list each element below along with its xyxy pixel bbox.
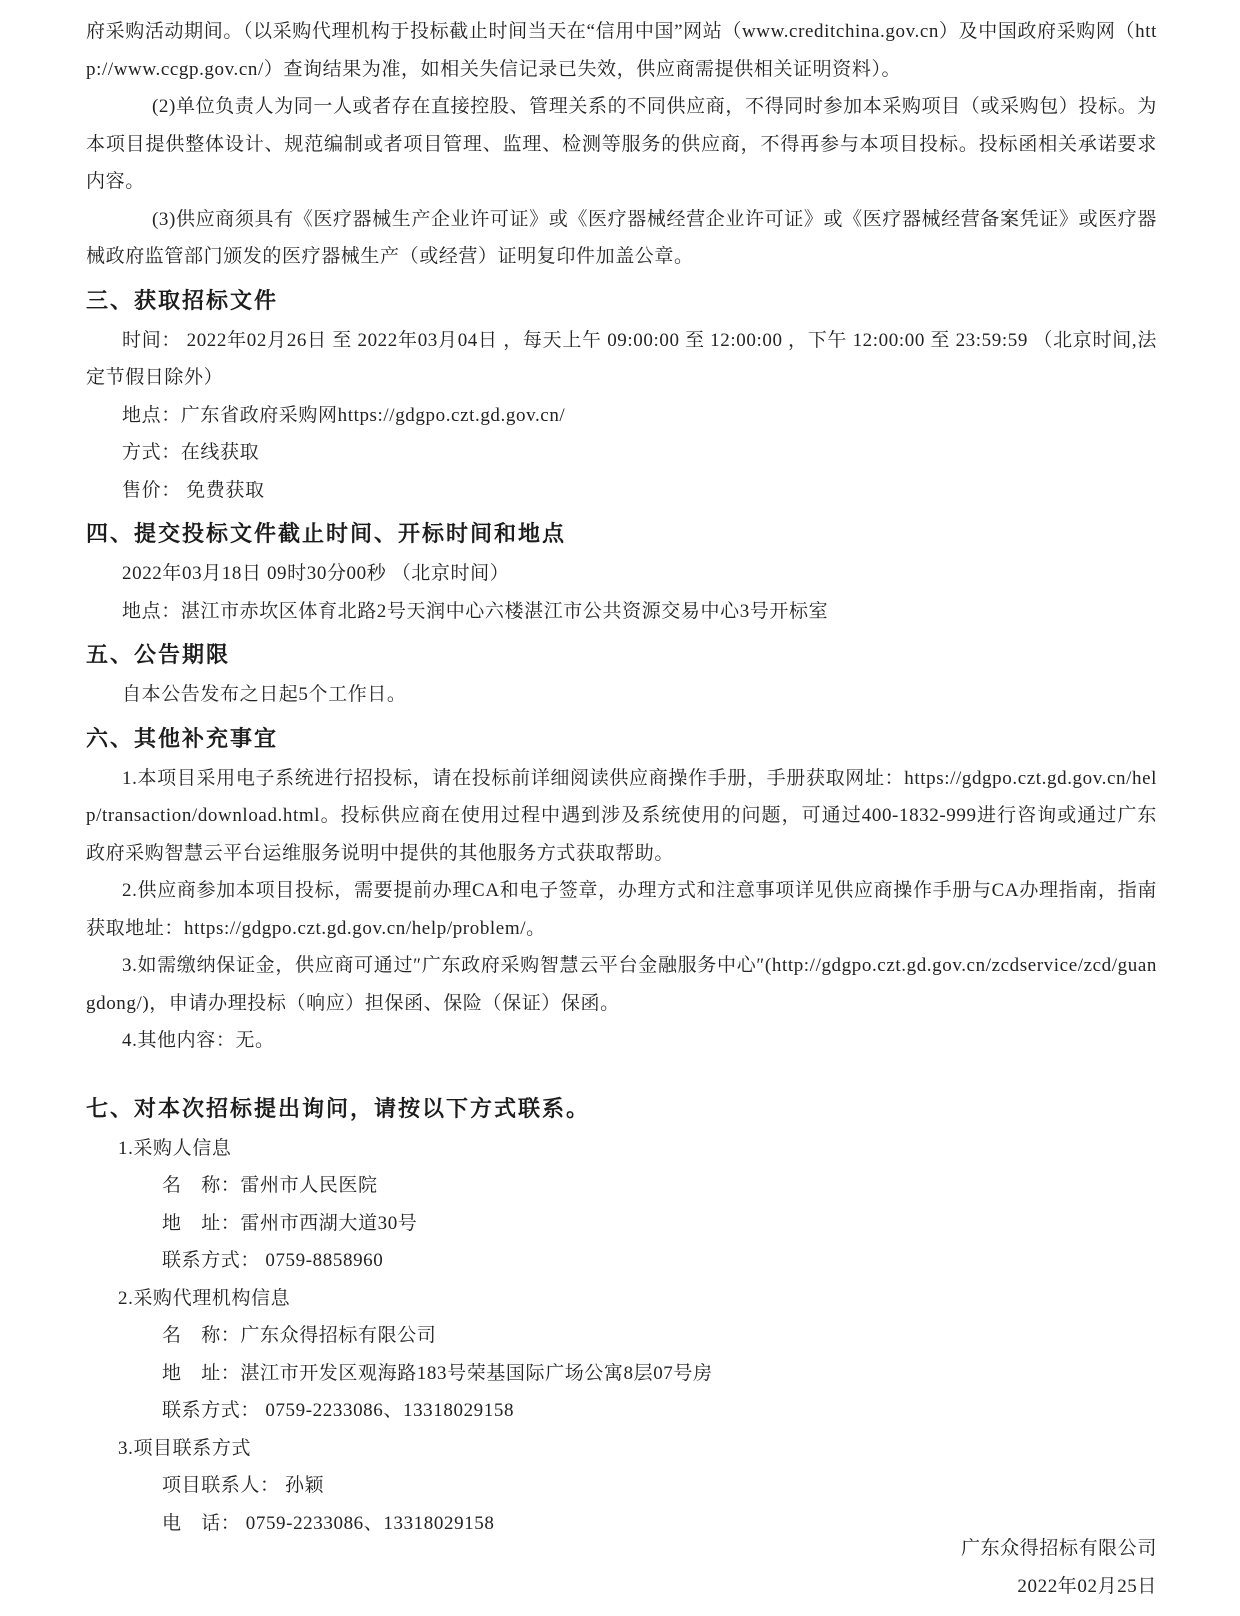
same-responsible-person-clause: (2)单位负责人为同一人或者存在直接控股、管理关系的不同供应商，不得同时参加本采购项目（或采购包）投标。为本项目提供整体设计、规范编制或者项目管理、监理、检测等服务的供应商，不得再参与本项目投标。投标函相关承诺要求内容。 xyxy=(86,96,1157,192)
agency-info-title: 2.采购代理机构信息 xyxy=(118,1287,291,1309)
purchaser-contact-line: 联系方式： 0759-8858960 xyxy=(162,1250,384,1271)
purchaser-name-line: 名 称：雷州市人民医院 xyxy=(162,1175,378,1196)
announcement-period-line: 自本公告发布之日起5个工作日。 xyxy=(122,684,407,705)
obtain-time-line: 时间： 2022年02月26日 至 2022年03月04日 ，每天上午 09:00:00 至 12:00:00 ，下午 12:00:00 至 23:59:59 （北京时间,法定节假日除外） xyxy=(86,329,1157,388)
section-announcement-period xyxy=(86,640,1157,714)
project-phone-line: 电 话： 0759-2233086、13318029158 xyxy=(162,1512,495,1534)
section-five-heading: 五、公告期限 xyxy=(86,642,231,667)
agency-name-line: 名 称：广东众得招标有限公司 xyxy=(162,1325,437,1346)
project-contact-person-line: 项目联系人： 孙颖 xyxy=(162,1475,325,1496)
section-four-heading: 四、提交投标文件截止时间、开标时间和地点 xyxy=(86,521,567,546)
project-contact-title: 3.项目联系方式 xyxy=(118,1437,252,1459)
obtain-place-line: 地点：广东省政府采购网https://gdgpo.czt.gd.gov.cn/ xyxy=(122,404,566,426)
section-seven-heading: 七、对本次招标提出询问，请按以下方式联系。 xyxy=(86,1095,591,1121)
signature-company: 广东众得招标有限公司 xyxy=(960,1538,1157,1559)
obtain-method-line: 方式：在线获取 xyxy=(122,442,260,463)
supplementary-item-2: 2.供应商参加本项目投标，需要提前办理CA和电子签章，办理方式和注意事项详见供应商操作手册与CA办理指南，指南获取地址：https://gdgpo.czt.gd.gov.cn/help/problem/。 xyxy=(86,880,1157,939)
section-six-heading: 六、其他补充事宜 xyxy=(86,725,279,751)
agency-contact-line: 联系方式： 0759-2233086、13318029158 xyxy=(162,1400,515,1421)
obtain-price-line: 售价： 免费获取 xyxy=(122,479,265,501)
bid-opening-place-line: 地点：湛江市赤坎区体育北路2号天润中心六楼湛江市公共资源交易中心3号开标室 xyxy=(122,600,829,622)
agency-address-line: 地 址：湛江市开发区观海路183号荣基国际广场公寓8层07号房 xyxy=(162,1362,713,1384)
signature-date: 2022年02月25日 xyxy=(1017,1575,1157,1597)
medical-device-license-clause: (3)供应商须具有《医疗器械生产企业许可证》或《医疗器械经营企业许可证》或《医疗器械经营备案凭证》或医疗器械政府监管部门颁发的医疗器械生产（或经营）证明复印件加盖公章。 xyxy=(86,208,1157,267)
purchaser-address-line: 地 址：雷州市西湖大道30号 xyxy=(162,1212,418,1234)
supplementary-item-1: 1.本项目采用电子系统进行招投标，请在投标前详细阅读供应商操作手册，手册获取网址：https://gdgpo.czt.gd.gov.cn/help/transaction/download.html。投标供应商在使用过程中遇到涉及系统使用的问题，可通过400-1832-999进行咨询或通过广东政府采购智慧云平台运维服务说明中提供的其他服务方式获取帮助。 xyxy=(86,767,1157,864)
section-three-heading: 三、获取招标文件 xyxy=(86,287,279,313)
section-submission-deadline xyxy=(86,519,1157,630)
supplementary-item-3: 3.如需缴纳保证金，供应商可通过″广东政府采购智慧云平台金融服务中心″(http://gdgpo.czt.gd.gov.cn/zcdservice/zcd/guangdong/)，申请办理投标（响应）担保函、保险（保证）保函。 xyxy=(86,955,1157,1014)
purchaser-info-title: 1.采购人信息 xyxy=(118,1137,232,1159)
section-obtain-documents xyxy=(86,286,1157,510)
deadline-time-line: 2022年03月18日 09时30分00秒 （北京时间） xyxy=(122,563,510,584)
supplementary-item-4: 4.其他内容：无。 xyxy=(122,1030,275,1051)
credit-check-continuation-paragraph: 府采购活动期间。（以采购代理机构于投标截止时间当天在“信用中国”网站（www.creditchina.gov.cn）及中国政府采购网（http://www.ccgp.gov.cn/）查询结果为准，如相关失信记录已失效，供应商需提供相关证明资料）。 xyxy=(86,21,1157,80)
section-supplementary-matters xyxy=(86,724,1157,1060)
section-contact-information xyxy=(86,1094,1157,1543)
